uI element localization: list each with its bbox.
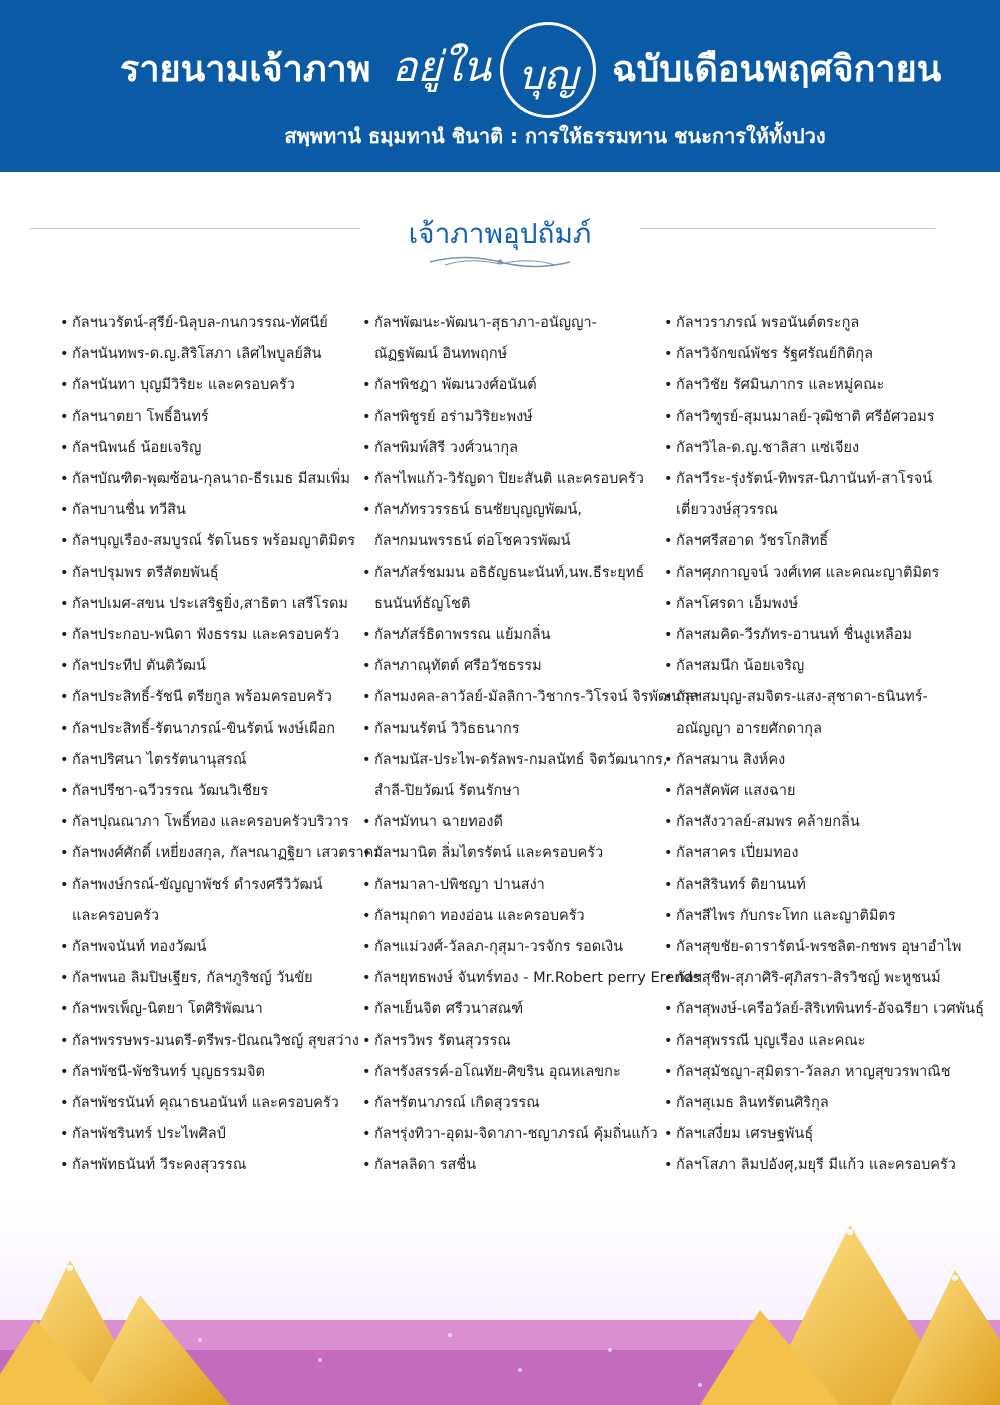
donor-name: • กัลฯสาคร เปี่ยมทอง	[676, 845, 799, 862]
donor-list-item	[60, 994, 360, 1025]
donor-name: • กัลฯประทีป ตันติวัฒน์	[72, 658, 206, 675]
donor-name: • กัลฯพัชนี-พัชรินทร์ บุญธรรมจิต	[72, 1063, 265, 1080]
donor-name: • กัลฯเสงี่ยม เศรษฐพันธุ์	[676, 1126, 814, 1143]
donor-list-item	[664, 1057, 964, 1088]
donor-list-item	[362, 932, 662, 963]
donor-name: • กัลฯวีระ-รุ่งรัตน์-ทิพรส-นิภานันท์-สาโรจน์	[676, 471, 933, 488]
donor-name: • กัลฯสุพรรณี บุญเรือง และคณะ	[676, 1032, 866, 1049]
donor-name: • กัลฯสุชีพ-สุภาศิริ-ศุภิสรา-สิรวิชญ์ พะหูชนม์	[676, 970, 941, 987]
donor-name: • กัลฯประสิทธิ์-รัตนาภรณ์-ขินรัตน์ พงษ์เผือก	[72, 720, 336, 737]
donor-list-item	[664, 776, 964, 807]
donor-list-item	[664, 651, 964, 682]
donor-name: • กัลฯวิจักขณ์พัชร รัฐศรัณย์กิติกุล	[676, 346, 873, 363]
donor-list-item	[362, 433, 662, 464]
donor-list-item	[664, 526, 964, 557]
donor-name: • กัลฯมานิต ลิ่มไตรรัตน์ และครอบครัว	[374, 845, 604, 862]
donor-list-item	[664, 589, 964, 620]
donor-name: ธนนันท์ธัญโชติ	[374, 595, 471, 612]
donor-list-item	[60, 308, 360, 339]
donor-list-item	[664, 339, 964, 370]
donor-list-item	[60, 1057, 360, 1088]
donor-list-item	[362, 1119, 662, 1150]
donor-list-item	[60, 589, 360, 620]
donor-list-item	[664, 1088, 964, 1119]
donor-name: • กัลฯพัชรนันท์ คุณาธนอนันท์ และครอบครัว	[72, 1095, 339, 1112]
donor-name: • กัลฯรังสรรค์-อโณทัย-ศิขริน อุณหเลขกะ	[374, 1063, 621, 1080]
donor-name: • กัลฯรัตนาภรณ์ เกิดสุวรรณ	[374, 1095, 540, 1112]
donor-column-1	[60, 308, 383, 1182]
donor-name: • กัลฯสมคิด-วีรภัทร-อานนท์ ชื่นงูเหลือม	[676, 627, 912, 644]
donor-list-item	[60, 620, 360, 651]
logo-circle	[500, 22, 596, 118]
donor-list-item	[60, 558, 360, 589]
donor-name: • กัลฯสุมัชญา-สุมิตรา-วัลลภ หาญสุขวรพาณิช	[676, 1063, 951, 1080]
donor-list-item	[664, 433, 964, 464]
donor-list-item	[362, 558, 662, 620]
donor-list-item	[362, 1026, 662, 1057]
donor-list-item	[664, 963, 964, 994]
donor-list-item	[664, 558, 964, 589]
donor-list-item	[362, 963, 701, 994]
donor-list-item	[60, 1119, 360, 1150]
donor-name: • กัลฯภาณุทัตต์ ศรีอวัชธรรม	[374, 658, 542, 675]
donor-name: • กัลฯปุณณาภา โพธิ์ทอง และครอบครัวบริวาร	[72, 814, 349, 831]
donor-list-item	[664, 1150, 964, 1181]
donor-name: กัลฯกมนพรรธน์ ต่อโชควรพัฒน์	[374, 533, 571, 550]
donor-name: • กัลฯนันทพร-ด.ญ.สิริโสภา เลิศไพบูลย์สิน	[72, 346, 322, 363]
donor-list-item	[60, 776, 360, 807]
footer-decoration	[0, 1200, 1000, 1405]
donor-list-item	[60, 963, 360, 994]
donor-name: • กัลฯมัทนา ฉายทองดี	[374, 814, 503, 831]
donor-list-item	[362, 714, 662, 745]
donor-name: • กัลฯปริศนา ไตรรัตนานุสรณ์	[72, 751, 247, 768]
donor-list-item	[362, 308, 662, 370]
donor-column-3	[664, 308, 984, 1182]
donor-name: • กัลฯสังวาลย์-สมพร คล้ายกลิ่น	[676, 814, 860, 831]
donor-name: • กัลฯนาตยา โพธิ์อินทร์	[72, 408, 209, 425]
donor-list-item	[664, 932, 964, 963]
donor-name: • กัลฯปเมศ-สขน ประเสริฐยิ่ง,สาธิตา เสรีโรดม	[72, 595, 348, 612]
donor-list-item	[664, 308, 964, 339]
donor-name: • กัลฯนันทา บุญมีวิริยะ และครอบครัว	[72, 377, 295, 394]
donor-list-item	[362, 745, 668, 807]
donor-list-item	[362, 651, 662, 682]
header-banner	[0, 0, 1000, 172]
donor-list-item	[362, 1057, 662, 1088]
donor-list-item	[60, 682, 360, 713]
donor-list-item	[664, 807, 964, 838]
donor-name: • กัลฯนวรัตน์-สุรีย์-นิลุบล-กนกวรรณ-ทัศนีย์	[72, 315, 328, 331]
donor-name: • กัลฯมาลา-ปพิชญา ปานสง่า	[374, 876, 545, 893]
donor-name: • กัลฯพงศ์ศักดิ์ เหยี่ยงสกุล, กัลฯณาฏฐิยา เสวตราคม	[72, 845, 383, 862]
donor-list-item	[362, 464, 662, 495]
donor-list-item	[60, 714, 360, 745]
donor-list-item	[60, 495, 360, 526]
donor-list-item	[60, 402, 360, 433]
donor-name: • กัลฯศุภกาญจน์ วงศ์เทศ และคณะญาติมิตร	[676, 564, 940, 581]
donor-name: • กัลฯสุพงษ์-เครือวัลย์-สิริเทพินทร์-อัจฉรียา เวศพันธุ์	[676, 1001, 984, 1018]
donor-name: • กัลฯรวิพร รัตนสุวรรณ	[374, 1032, 511, 1049]
donor-name: สำลี-ปิยวัฒน์ รัตนรักษา	[374, 783, 520, 800]
donor-list-item	[362, 1150, 662, 1181]
donor-list-item	[60, 932, 360, 963]
donor-list-item	[362, 682, 699, 713]
title-left: รายนามเจ้าภาพ	[120, 49, 371, 90]
donor-name: • กัลฯสมบุญ-สมจิตร-แสง-สุชาดา-ธนินทร์-	[676, 689, 928, 706]
donor-name: • กัลฯมุกดา ทองอ่อน และครอบครัว	[374, 907, 585, 924]
donor-name: • กัลฯพิมพ์สิรี วงศ์วนากุล	[374, 439, 519, 456]
donor-name: • กัลฯวิไล-ด.ญ.ชาลิสา แซ่เจียง	[676, 439, 860, 456]
donor-name: • กัลฯสมาน สิงห์คง	[676, 751, 786, 768]
donor-list-item	[60, 745, 360, 776]
logo-circle-text: บุญ	[518, 53, 578, 99]
donor-list-item	[362, 495, 662, 557]
donor-name: • กัลฯพรรษพร-มนตรี-ตรีพร-ปัณณวิชญ์ สุขสว่าง	[72, 1032, 359, 1049]
donor-name: • กัลฯสีไพร กับกระโทก และญาติมิตร	[676, 907, 896, 924]
donor-name: • กัลฯโสภา ลิมปอังศุ,มยุรี มีแก้ว และครอบครัว	[676, 1157, 956, 1174]
donor-list-item	[362, 870, 662, 901]
donor-name: • กัลฯเย็นจิต ศรีวนาสณฑ์	[374, 1001, 524, 1018]
donor-name: • กัลฯมงคล-ลาวัลย์-มัลลิกา-วิชากร-วิโรจน์ จิรพัฒนกุล	[374, 689, 699, 706]
donor-list-item	[60, 526, 360, 557]
donor-list-item	[664, 620, 964, 651]
donor-name: • กัลฯนิพนธ์ น้อยเจริญ	[72, 439, 202, 456]
donor-list-item	[60, 1150, 360, 1181]
donor-name: • กัลฯประกอบ-พนิดา ฟังธรรม และครอบครัว	[72, 627, 340, 644]
donor-list-item	[664, 1026, 964, 1057]
donor-name: • กัลฯพรเพ็ญ-นิตยา โตศิริพัฒนา	[72, 1001, 263, 1018]
donor-name: • กัลฯภัสร์ธิดาพรรณ แย้มกลิ่น	[374, 627, 551, 644]
donor-list-item	[362, 402, 662, 433]
donor-name: • กัลฯพนอ ลิมปิษเฐียร, กัลฯภูริชญ์ วันขัย	[72, 970, 313, 987]
logo-script-text: อยู่ใน	[392, 42, 492, 91]
donor-name: • กัลฯพัฒนะ-พัฒนา-สุธาภา-อนัญญา-	[374, 315, 597, 331]
donor-list-item	[664, 682, 964, 744]
donor-name: • กัลฯพิชฎา พัฒนวงศ์อนันต์	[374, 377, 537, 394]
donor-name: • กัลฯยุทธพงษ์ จันทร์ทอง - Mr.Robert perry Erends	[374, 970, 701, 987]
donor-name: และครอบครัว	[72, 907, 160, 924]
donor-name: • กัลฯสุขชัย-ดารารัตน์-พรชลิต-กชพร อุษาอำไพ	[676, 939, 962, 956]
donor-list-item	[664, 870, 964, 901]
donor-name: • กัลฯพจนันท์ ทองวัฒน์	[72, 939, 207, 956]
donor-list-item	[664, 838, 964, 869]
donor-list-item	[362, 901, 662, 932]
donor-name: • กัลฯพงษ์กรณ์-ขัญญาพัชร์ ดำรงศรีวิวัฒน์	[72, 876, 323, 893]
donor-list-item	[60, 339, 360, 370]
donor-name: • กัลฯลลิดา รสชื่น	[374, 1157, 477, 1174]
donor-name: • กัลฯพิชูรย์ อร่ามวิริยะพงษ์	[374, 408, 533, 425]
donor-name: • กัลฯพัทธนันท์ วีระคงสุวรรณ	[72, 1157, 247, 1174]
donor-column-2	[362, 308, 701, 1182]
donor-list-item	[664, 402, 964, 433]
section-title: เจ้าภาพอุปถัมภ์	[408, 217, 592, 250]
donor-name: • กัลฯสิรินทร์ ติยานนท์	[676, 876, 806, 893]
donor-name: • กัลฯแม่วงศ์-วัลลภ-กุสุมา-วรจักร รอดเงิน	[374, 939, 624, 956]
donor-list-item	[362, 620, 662, 651]
donor-name: • กัลฯสัคพัศ แสงฉาย	[676, 783, 796, 800]
donor-list-item	[60, 870, 360, 932]
donor-list-item	[60, 464, 360, 495]
donor-name: • กัลฯมนัส-ประไพ-ดรัลพร-กมลนัทธ์ จิตวัฒนากร,	[374, 751, 668, 768]
donor-name: • กัลฯภัสร์ชมมน อธิธัญธนะนันท์,นพ.ธีระยุทธ์	[374, 564, 645, 581]
donor-name: • กัลฯศรีสอาด วัชรโกสิทธิ์	[676, 533, 829, 550]
donor-name: • กัลฯวราภรณ์ พรอนันต์ตระกูล	[676, 315, 860, 331]
donor-list-item	[664, 1119, 964, 1150]
donor-list-item	[60, 807, 360, 838]
ornament-flourish-icon	[425, 253, 575, 271]
donor-name: • กัลฯภัทรวรรธน์ ธนชัยบุญญพัฒน์,	[374, 502, 582, 519]
donor-name: • กัลฯมนรัตน์ วิวิธธนากร	[374, 720, 520, 737]
donor-list-item	[664, 901, 964, 932]
donor-list-item	[664, 370, 964, 401]
title-right: ฉบับเดือนพฤศจิกายน	[612, 49, 942, 90]
donor-name: • กัลฯโศรดา เอ็มพงษ์	[676, 595, 799, 612]
subtitle: สพฺพทานํ ธมฺมทานํ ชินาติ : การให้ธรรมทาน ชนะการให้ทั้งปวง	[284, 124, 826, 148]
donor-name: • กัลฯบุญเรือง-สมบูรณ์ รัตโนธร พร้อมญาติมิตร	[72, 533, 356, 550]
donor-list-item	[362, 1088, 662, 1119]
donor-list-item	[664, 994, 984, 1025]
donor-list-item	[664, 464, 964, 526]
donor-name: • กัลฯปรีชา-ฉวีวรรณ วัฒนวิเชียร	[72, 783, 269, 800]
donor-list-item	[362, 994, 662, 1025]
donor-name: • กัลฯปรุมพร ตรีสัตยพันธุ์	[72, 564, 219, 581]
donor-list-item	[60, 651, 360, 682]
donor-name: • กัลฯบัณฑิต-พุฒซ้อน-กุลนาถ-ธีรเมธ มีสมเพิ่ม	[72, 471, 350, 488]
donor-name: ณัฏฐพัฒน์ อินทพฤกษ์	[374, 346, 508, 363]
donor-name: • กัลฯสุเมธ ลินทรัตนศิริกุล	[676, 1095, 829, 1112]
donor-list-item	[60, 838, 383, 869]
donor-name: • กัลฯวิฑูรย์-สุมนมาลย์-วุฒิชาติ ศรีอัศวอมร	[676, 408, 935, 425]
donor-name: • กัลฯบานชื่น ทวีสิน	[72, 502, 186, 519]
donor-name: • กัลฯรุ่งทิวา-อุดม-จิดาภา-ชญาภรณ์ คุ้มถิ่นแก้ว	[374, 1126, 658, 1143]
donor-list-item	[664, 745, 964, 776]
donor-name: อณัญญา อารยศักดากุล	[676, 720, 822, 737]
donor-name: • กัลฯไพแก้ว-วิรัญดา ปิยะสันติ และครอบครัว	[374, 471, 644, 488]
donor-list-item	[362, 370, 662, 401]
donor-list-item	[60, 1026, 360, 1057]
donor-list-item	[60, 370, 360, 401]
donor-list-item	[60, 1088, 360, 1119]
donor-list-item	[362, 807, 662, 838]
donor-name: เตี่ยววงษ์สุวรรณ	[676, 502, 778, 519]
donor-name: • กัลฯพัชรินทร์ ประไพศิลป์	[72, 1126, 226, 1143]
donor-list-item	[60, 433, 360, 464]
donor-name: • กัลฯสมนึก น้อยเจริญ	[676, 658, 805, 675]
donor-name: • กัลฯวิชัย รัศมินภากร และหมู่คณะ	[676, 377, 885, 394]
donor-name: • กัลฯประสิทธิ์-รัชนี ตรียกูล พร้อมครอบครัว	[72, 689, 332, 706]
donor-list-item	[362, 838, 662, 869]
